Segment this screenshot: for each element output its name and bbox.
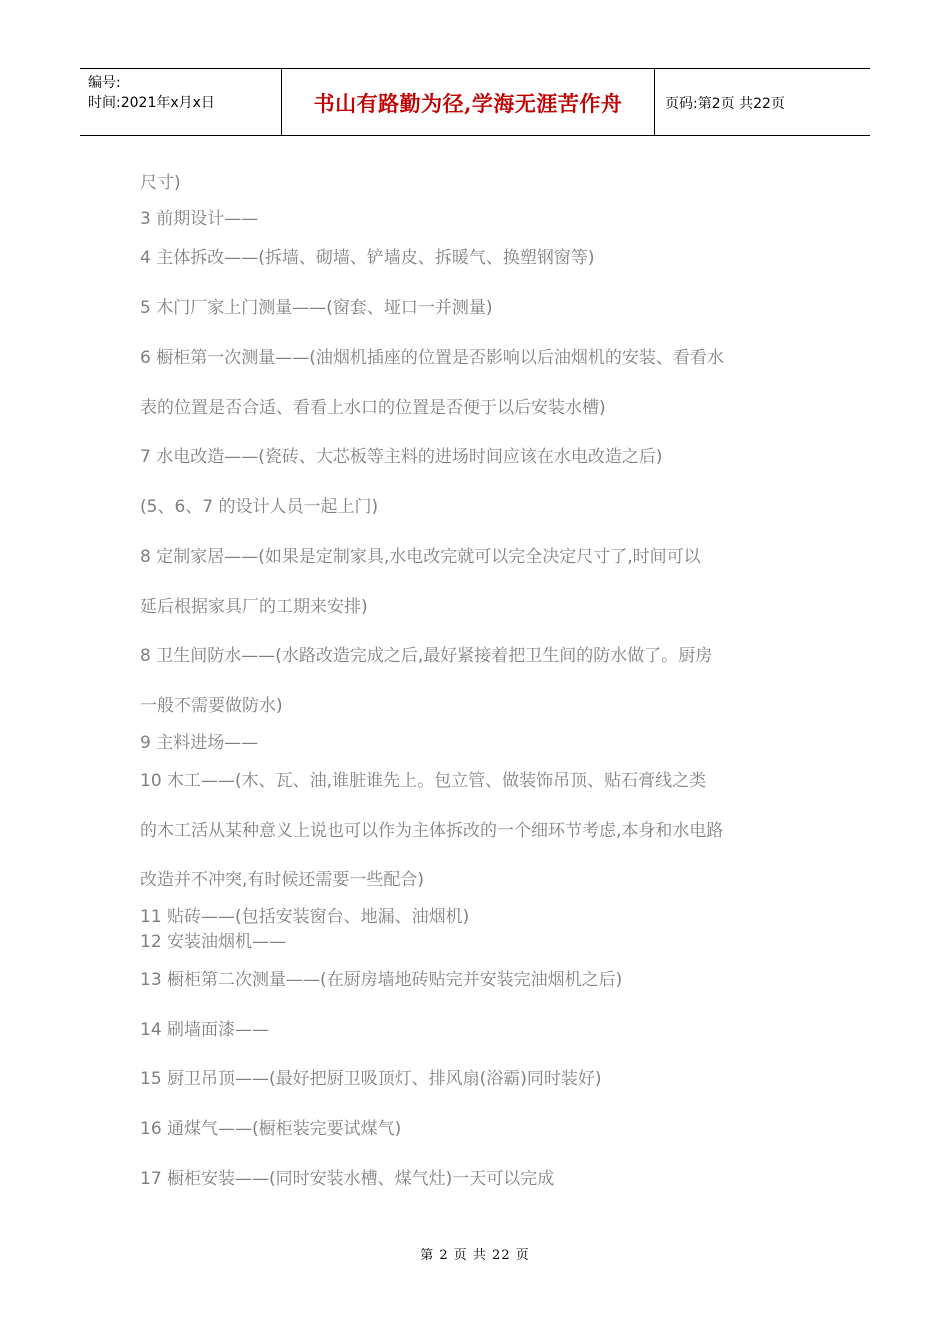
body-line: 尺寸) (140, 173, 181, 193)
body-line: 9 主料进场—— (140, 733, 259, 753)
body-line: 14 刷墙面漆—— (140, 1020, 270, 1040)
body-line: 3 前期设计—— (140, 209, 259, 229)
body-line: 延后根据家具厂的工期来安排) (140, 597, 368, 617)
body-line: 17 橱柜安装——(同时安装水槽、煤气灶)一天可以完成 (140, 1169, 555, 1189)
body-line: 改造并不冲突,有时候还需要一些配合) (140, 870, 425, 890)
body-line: 7 水电改造——(瓷砖、大芯板等主料的进场时间应该在水电改造之后) (140, 447, 663, 467)
body-line: 一般不需要做防水) (140, 696, 283, 716)
body-line: 4 主体拆改——(拆墙、砌墙、铲墙皮、拆暖气、换塑钢窗等) (140, 248, 595, 268)
header-meta (80, 69, 282, 135)
body-line: 15 厨卫吊顶——(最好把厨卫吸顶灯、排风扇(浴霸)同时装好) (140, 1069, 602, 1089)
body-line: 5 木门厂家上门测量——(窗套、垭口一并测量) (140, 298, 493, 318)
body-line: 11 贴砖——(包括安装窗台、地漏、油烟机) (140, 907, 470, 927)
body-line: 12 安装油烟机—— (140, 932, 287, 952)
page-footer: 第 2 页 共 22 页 (420, 1248, 530, 1263)
body-line: 13 橱柜第二次测量——(在厨房墙地砖贴完并安装完油烟机之后) (140, 970, 623, 990)
header-page-info: 页码:第2页 共22页 (665, 96, 785, 112)
body-line: 8 卫生间防水——(水路改造完成之后,最好紧接着把卫生间的防水做了。厨房 (140, 646, 713, 666)
document-number-label: 编号: (88, 75, 121, 91)
header-motto: 书山有路勤为径,学海无涯苦作舟 (282, 69, 655, 135)
body-line: 10 木工——(木、瓦、油,谁脏谁先上。包立管、做装饰吊顶、贴石膏线之类 (140, 771, 707, 791)
body-line: 16 通煤气——(橱柜装完要试煤气) (140, 1119, 402, 1139)
body-line: 表的位置是否合适、看看上水口的位置是否便于以后安装水槽) (140, 398, 606, 418)
body-line: 的木工活从某种意义上说也可以作为主体拆改的一个细环节考虑,本身和水电路 (140, 821, 724, 841)
page-header (80, 68, 870, 136)
body-line: (5、6、7 的设计人员一起上门) (140, 497, 379, 517)
document-time-label: 时间:2021年x月x日 (88, 95, 215, 111)
body-line: 8 定制家居——(如果是定制家具,水电改完就可以完全决定尺寸了,时间可以 (140, 547, 701, 567)
body-line: 6 橱柜第一次测量——(油烟机插座的位置是否影响以后油烟机的安装、看看水 (140, 348, 724, 368)
